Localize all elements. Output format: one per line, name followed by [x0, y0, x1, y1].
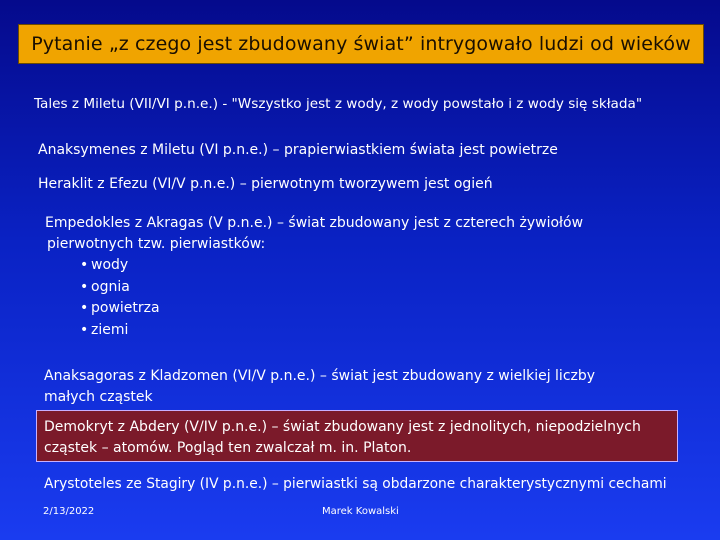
bullet-icon: • — [80, 257, 89, 273]
bullet-icon: • — [80, 300, 89, 316]
list-item — [80, 298, 160, 320]
footer-date: 2/13/2022 — [43, 506, 95, 517]
element-label: ognia — [91, 278, 130, 295]
anaksagoras-text-line1: Anaksagoras z Kladzomen (VI/V p.n.e.) – świat jest zbudowany z wielkiej liczby — [44, 368, 596, 384]
list-item — [80, 320, 160, 342]
bullet-icon: • — [80, 321, 89, 338]
bullet-icon: • — [80, 278, 89, 295]
list-item — [80, 277, 160, 299]
list-item — [80, 255, 160, 277]
demokryt-text-line2: cząstek – atomów. Pogląd ten zwalczał m. in. Platon. — [44, 440, 412, 456]
footer-author: Marek Kowalski — [322, 506, 399, 517]
element-label: powietrza — [91, 300, 160, 316]
element-label: ziemi — [91, 321, 129, 338]
heraklit-text: Heraklit z Efezu (VI/V p.n.e.) – pierwotnym tworzywem jest ogień — [38, 176, 493, 192]
empedokles-text-line2: pierwotnych tzw. pierwiastków: — [47, 236, 266, 252]
element-label: wody — [91, 257, 129, 273]
slide-title: Pytanie „z czego jest zbudowany świat” intrygowało ludzi od wieków — [18, 24, 704, 64]
elements-list — [80, 255, 160, 341]
anaksymenes-text: Anaksymenes z Miletu (VI p.n.e.) – prapierwiastkiem świata jest powietrze — [38, 142, 558, 158]
anaksagoras-text-line2: małych cząstek — [44, 389, 153, 405]
demokryt-text-line1: Demokryt z Abdery (V/IV p.n.e.) – świat zbudowany jest z jednolitych, niepodzielnych — [44, 419, 641, 435]
empedokles-text-line1: Empedokles z Akragas (V p.n.e.) – świat zbudowany jest z czterech żywiołów — [45, 215, 584, 231]
tales-text: Tales z Miletu (VII/VI p.n.e.) - "Wszystko jest z wody, z wody powstało i z wody się składa" — [34, 96, 643, 112]
arystoteles-text: Arystoteles ze Stagiry (IV p.n.e.) – pierwiastki są obdarzone charakterystycznymi cechami — [44, 476, 667, 492]
